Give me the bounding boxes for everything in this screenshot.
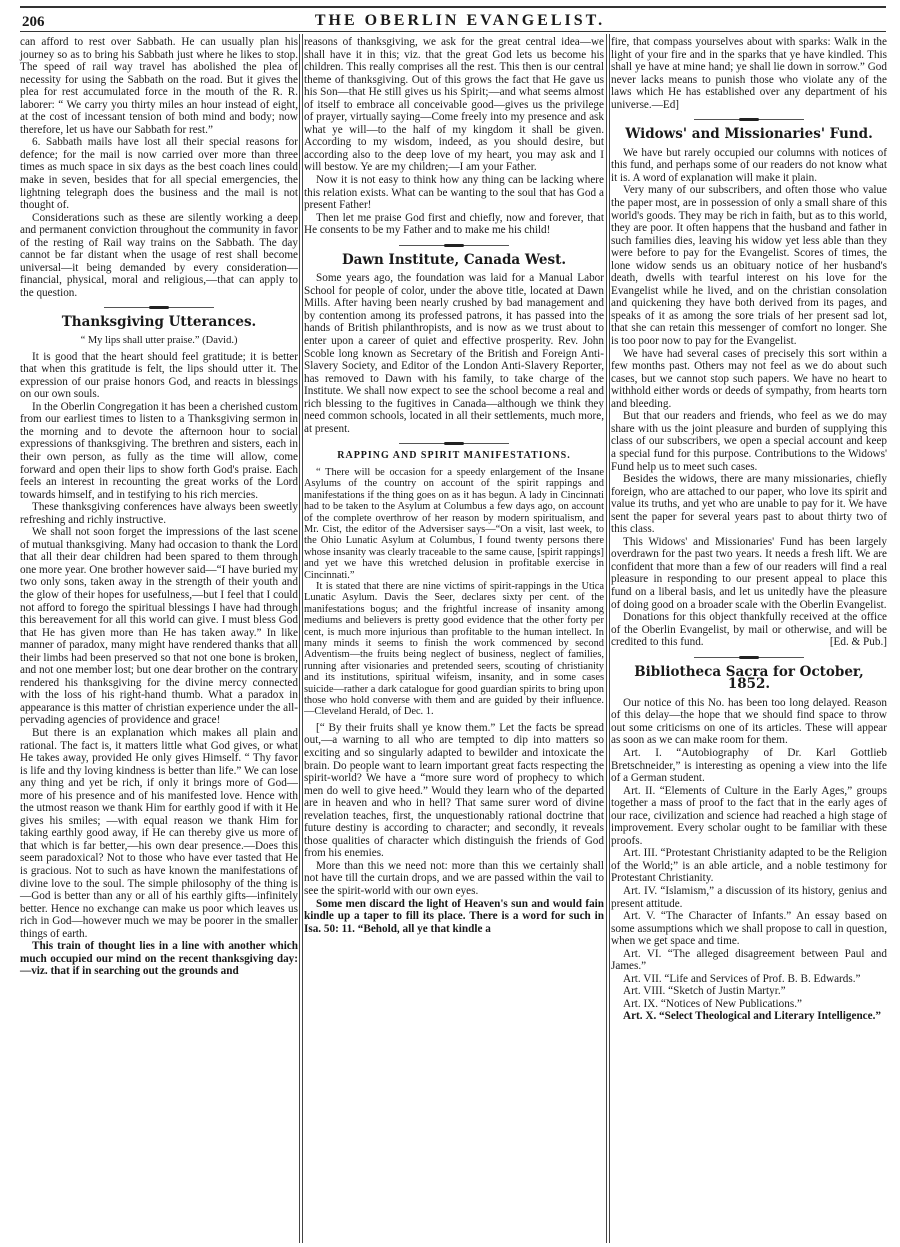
signature: [Ed. & Pub.] — [829, 636, 887, 649]
paragraph: In the Oberlin Congregation it has been a cherished custom from our earliest times to listen to a Thanksgiving sermon in the morning and to devote the afternoon hour to social expressions of thanksgiving. The brethren and sisters, each in their own person, as fully as the time will allow, come forward and open their lips to show forth God's praise. Each feels an interest in recounting the great works of the Lord towards himself, and in testifying to his rich mercies. — [20, 400, 298, 501]
paragraph: Art. III. “Protestant Christianity adapted to be the Religion of the World;” is an able article, and a noble testimony for Protestant Christianity. — [611, 847, 887, 885]
paragraph: Art. II. “Elements of Culture in the Early Ages,” groups together a mass of proof to the fact that in the early ages of our race, civilization and science had reached a high stage of improvement. Every scholar ought to be familiar with these proofs. — [611, 784, 887, 847]
paragraph: Art. VII. “Life and Services of Prof. B. B. Edwards.” — [623, 972, 861, 985]
heading-bibliotheca-sacra: Bibliotheca Sacra for October, 1852. — [634, 663, 864, 693]
section-divider — [104, 307, 214, 308]
paragraph: Art. X. “Select Theological and Literary Intelligence.” — [623, 1010, 881, 1023]
paragraph: It is good that the heart should feel gratitude; it is better that when this gratitude is felt, the lips should utter it. The expression of our praise honors God, and reacts in blessings on our own souls. — [20, 350, 298, 401]
paragraph: These thanksgiving conferences have always been sweetly refreshing and richly instructive. — [20, 501, 298, 526]
paragraph-text: Donations for this object thankfully received at the office of the Oberlin Evangelist, by mail or otherwise, and will be credited to this fund. — [611, 611, 887, 649]
section-divider — [399, 443, 509, 444]
column-divider — [606, 34, 610, 1243]
paragraph: can afford to rest over Sabbath. He can usually plan his journey so as to bring his Sabbath just where he likes to stop. The speed of rail way travel has abolished the plea of necessity for using the Sabbath on the road. But it gives the plea for rest accumulated force in the mouth of the R. R. laborer: “ We carry you thirty miles an hour instead of eight, at the cost of incessant tension of both mind and body; now therefore, let us have our Sabbath for rest.” — [20, 36, 298, 136]
paragraph: Art. I. “Autobiography of Dr. Karl Gottlieb Bretschneider,” is interesting as opening a view into the life of a German student. — [611, 746, 887, 785]
paragraph: “ There will be occasion for a speedy enlargement of the Insane Asylums of the country on account of the spirit rappings and manifestations if the thing goes on as it has begun. A lady in Cincinnati had to be taken to the Asylum at Columbus a few days ago, on account of the complete overthrow of her reason by modern spiritualism, and Mr. Cist, the editor of the Adversiser says—“On a visit, last week, to the Ohio Lunatic Asylum at Columbus, I found twenty persons there whose insanity was clearly traceable to the same cause, [spirit rappings] and yet we have this wretched delusion in profitable exercise in Cincinnati.” — [304, 466, 604, 581]
paragraph: But that our readers and friends, who feel as we do may share with us the joint pleasure and burden of supplying this class of our subscribers, we open a special account and keep a special fund for this purpose. Contributions to the Widows' Fund help us to meet such cases. — [611, 410, 887, 473]
paragraph: Besides the widows, there are many missionaries, chiefly foreign, who are attached to our paper, who love its spirit and value its truths, and yet who are unable to pay for it. We have sent the paper for several years past to about thirty two of this class. — [611, 473, 887, 536]
paragraph: Art. VIII. “Sketch of Justin Martyr.” — [623, 985, 786, 998]
column-divider — [299, 34, 303, 1243]
paragraph: We have had several cases of precisely this sort within a few months past. Others may not feel as we do about such cases, but we cannot stop such papers. We have no heart to withhold either words or deeds of sympathy, from hearts torn and bleeding. — [611, 347, 887, 410]
paragraph: Art. IV. “Islamism,” a discussion of its history, genius and present attitude. — [611, 885, 887, 910]
paragraph: reasons of thanksgiving, we ask for the great central idea—we shall have it in this; viz. that the great God lets us become his children. This really comprises all the rest. This then is our central theme of thanksgiving. Out of this grows the fact that He gave us his Son—that He still gives us his Spirit;—and what seems almost of itself to embrace all conceivable good—gives us the privilege of prayer, virtually saying—Come freely into my presence and ask what ye will—to the half of my kingdom it shall be given. According to my wisdom, indeed, as you should desire, but according also to the deep love of my heart, you may ask and I will bestow. Ye are my children;—I am your Father. — [304, 36, 604, 174]
paragraph: Considerations such as these are silently working a deep and permanent conviction throughout the community in favor of the resting of Rail way trains on the Sabbath. The day cannot be far distant when the usage of rest shall become universal—it being demanded by every consideration—financial, physical, moral and religious,—that can apply to the question. — [20, 211, 298, 299]
paragraph — [611, 611, 887, 649]
heading-dawn-institute: Dawn Institute, Canada West. — [341, 251, 567, 268]
heading-thanksgiving: Thanksgiving Utterances. — [61, 314, 257, 331]
paragraph: [“ By their fruits shall ye know them.” Let the facts be spread out,—a warning to all who are tempted to dip into matters so exciting and so singularly adapted to bewilder and intoxicate the brain. Do people want to learn important great facts respecting the spirit-world? We have a “more sure word of prophecy to which men do well to give heed.” Would they learn who of the departed are in heaven and who in hell? That same surer word of divine revelation teaches, first, the unquestionably rational doctrine that future destiny is according to character; and secondly, it reveals those qualities of character which distinguish the friends of God from his enemies. — [304, 721, 604, 860]
paragraph: More than this we need not: more than this we certainly shall not have till the curtain drops, and we are passed within the vail to see the spirit-world with our own eyes. — [304, 859, 604, 897]
top-rule — [20, 6, 886, 8]
paragraph: 6. Sabbath mails have lost all their special reasons for defence; for the mail is now carried over more than three times as much space in six days as the best coach lines could make in seven, besides that for all special emergencies, the lightning telegraph does the business and the mail is not thought of. — [20, 136, 298, 212]
masthead-title: THE OBERLIN EVANGELIST. — [314, 12, 606, 29]
paragraph: This train of thought lies in a line with another which much occupied our mind on the recent thanksgiving day:—viz. that if in searching out the grounds and — [20, 940, 298, 978]
column-2 — [304, 36, 604, 935]
paragraph: We have but rarely occupied our columns with notices of this fund, and perhaps some of our readers do not know what it is. A word of explanation will make it plain. — [611, 146, 887, 184]
section-divider — [694, 119, 804, 120]
section-divider — [399, 245, 509, 246]
paragraph: This Widows' and Missionaries' Fund has been largely overdrawn for the past two years. It needs a fresh lift. We are confident that more than a few of our readers will find a real pleasure in responding to our present appeal to place this fund on a liberal basis, and let us unitedly have the pleasure of doing good on a broader scale with the Oberlin Evangelist. — [611, 535, 887, 611]
paragraph: Very many of our subscribers, and often those who value the paper most, are in possession of only a small share of this world's goods. They may be rich in faith, but as to this world, they are poor. It often happens that the husband and father in such families dies, leaving his widow yet less able than they were before to pay for the Evangelist. Scores of times, the lone widow sends us an obituary notice of her husband's death, dwells with tearful interest on his love for the Evangelist while he lived, and on the christian consolation and quickening they have both derived from its pages, and speaks of it as among the sore trials of her present sad lot, that she can retain this messenger of comfort no longer. She is too poor now to pay for the Evangelist. — [611, 184, 887, 348]
paragraph: It is stated that there are nine victims of spirit-rappings in the Utica Lunatic Asylum. Davis the Seer, declares sixty per cent. of the manifestations bogus; and the frightful increase of insanity among mediums and believers is pretty good evidence that the other forty per cent, is much more injurious than profitable to the human intellect. In many minds it seems to finish the work commenced by second Adventism—the fruits being neglect of business, neglect of families, running after visionaries and pretended seers, scouting of christianity and its institutions, spiritual wifeism, insanity, and in some cases suicide—rather a dark catalogue for good guardian spirits to bring upon those who hold converse with them and are guided by their influence.—Cleveland Herald, of Dec. 1. — [304, 581, 604, 718]
heading-rapping: RAPPING AND SPIRIT MANIFESTATIONS. — [337, 450, 571, 462]
column-1 — [20, 36, 298, 978]
section-divider — [694, 657, 804, 658]
page-number: 206 — [22, 14, 45, 30]
epigraph: “ My lips shall utter praise.” (David.) — [80, 335, 238, 347]
paragraph: Some men discard the light of Heaven's sun and would fain kindle up a taper to fill its place. There is a word for such in Isa. 50: 11. “Behold, all ye that kindle a — [304, 897, 604, 935]
header-rule — [20, 31, 886, 32]
paragraph: Now it is not easy to think how any thing can be lacking where this relation exists. What can be wanting to the soul that has God a present Father! — [304, 174, 604, 212]
paragraph: But there is an explanation which makes all plain and rational. The fact is, it matters little what God gives, or what He takes away, provided He only gives Himself. “ Thy favor is life and thy loving kindness is better than life.” We can lose any thing and yet be rich, if only it brings more of God—more of his presence and of his manifested love. Hence with the utmost reason we thank Him for earthly good if with it He gives his smiles; —with equal reason we thank Him for taking earthly good away, if He can thereby give us more of that which is far better,—his own dear presence.—Does this seem paradoxical? Not to those who have ever tasted that He is gracious. Not to such as have known the manifestations of divine love to the soul. The simple philosophy of the thing is—God is better than any or all of his earthly gifts—infinitely better. Hence no exchange can make us poor which leaves us rich in God—however much we may be poorer in the smaller things of earth. — [20, 726, 298, 940]
paragraph: Our notice of this No. has been too long delayed. Reason of this delay—the hope that we should find space to throw out some criticisms on one of its articles. These will appear as soon as we can make room for them. — [611, 696, 887, 747]
paragraph: Art. V. “The Character of Infants.” An essay based on some assumptions which we shall propose to call in question, when we get space and time. — [611, 910, 887, 948]
paragraph: Art. IX. “Notices of New Publications.” — [623, 997, 802, 1010]
paragraph: Some years ago, the foundation was laid for a Manual Labor School for people of color, under the above title, located at Dawn Mills. After having been nearly crushed by bad management and by contention among its professed patrons, it has passed into the hands of British philanthropists, and is now as we trust about to enter upon a career of quiet and effective prosperity. Rev. John Scoble long known as Secretary of the British and Foreign Anti-Slavery Society, and Editor of the London Anti-Slavery Reporter, has removed to Dawn with his family, to take charge of the Institute. We shall now expect to see the school become a real and rich blessing to the fugitives in Canada—although we think they need common schools, located in all their settlements, much more, at present. — [304, 272, 604, 435]
paragraph: fire, that compass yourselves about with sparks: Walk in the light of your fire and in the sparks that ye have kindled. This shall ye have at mine hand; ye shall lie down in sorrow.” God never lacks means to punish those who violate any of the laws which He has established over any department of his universe.—Ed] — [611, 36, 887, 111]
paragraph: Then let me praise God first and chiefly, now and forever, that He consents to be my Father and to make me his child! — [304, 211, 604, 237]
column-3 — [611, 36, 887, 1023]
heading-widows-fund: Widows' and Missionaries' Fund. — [625, 126, 873, 143]
paragraph: We shall not soon forget the impressions of the last scene of mutual thanksgiving. Many had occasion to thank the Lord that all their dear children had been spared to them through one more year. One brother however said—“I have buried my two only sons, taken away in the strength of their youth and the glow of their hopes for usefulness,—but I feel that I could not afford to forego the spiritual blessings I have had through this bereavement for all this world can give. I must bless God that He has given more than He has taken away.” In like manner of paradox, many might have rendered thanks that all their limbs had been preserved so that not one bone is broken, and not one member lost; but one dear brother on the contrary rendered his thanksgiving for the divine mercy connected with the loss of his right-hand thumb. What a paradox in appearance is this matter of christian experience under the all-pervading agencies of providence and grace! — [20, 526, 299, 727]
paragraph: Art. VI. “The alleged disagreement between Paul and James.” — [611, 947, 887, 973]
